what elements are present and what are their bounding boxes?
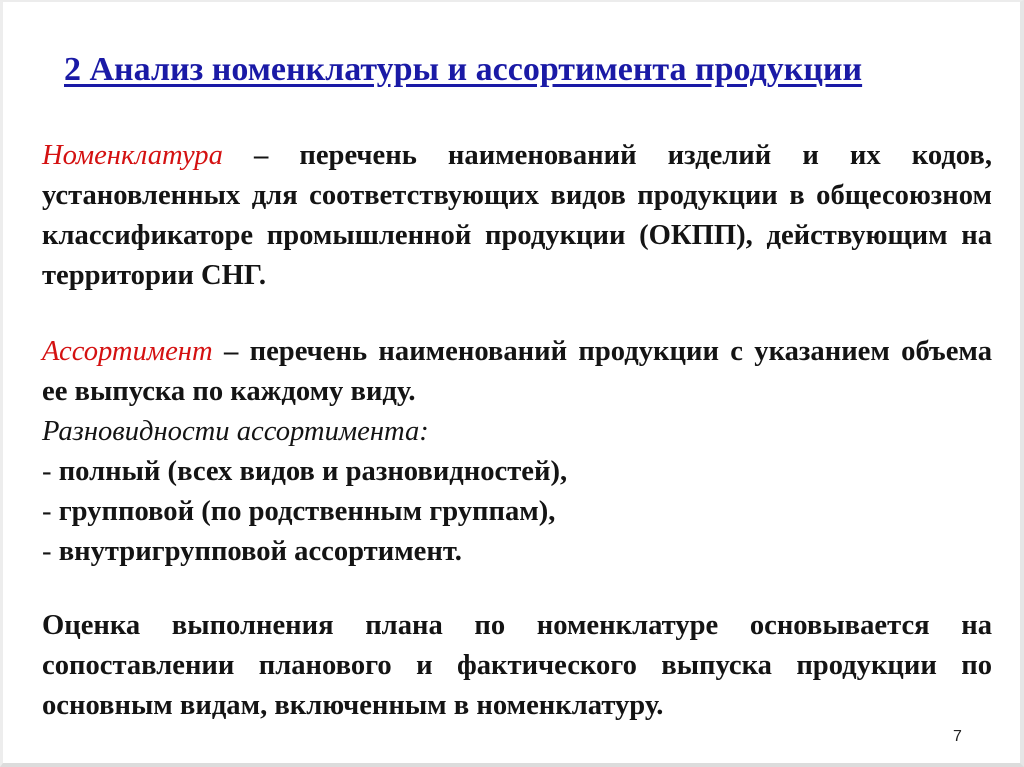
list-item [42,532,992,572]
assortment-types-heading: Разновидности ассортимента: [42,416,429,447]
nomenclature-paragraph [42,136,992,296]
nomenclature-definition: – перечень наименований изделий и их кодов, установленных для соответствующих видов продукции в общесоюзном классификаторе промышленной продукции (ОКПП), действующим на территории СНГ. [42,140,992,291]
assortment-section [42,332,992,572]
assortment-definition: – перечень наименований продукции с указанием объема ее выпуска по каждому виду. [42,336,992,407]
assortment-paragraph [42,332,992,412]
list-item-text: внутригрупповой ассортимент. [58,536,462,567]
list-dash: - [42,496,52,527]
list-item-text: групповой (по родственным группам), [58,496,556,527]
slide-title: 2 Анализ номенклатуры и ассортимента продукции [64,51,863,88]
evaluation-paragraph: Оценка выполнения плана по номенклатуре основывается на сопоставлении планового и фактического выпуска продукции по основным видам, включенным в номенклатуру. [42,610,992,721]
list-item [42,452,992,492]
list-item [42,492,992,532]
list-item-text: полный (всех видов и разновидностей), [58,456,568,487]
list-dash: - [42,456,52,487]
list-dash: - [42,536,52,567]
nomenclature-term: Номенклатура [42,140,223,171]
page-number: 7 [953,728,962,745]
assortment-term: Ассортимент [42,336,213,367]
